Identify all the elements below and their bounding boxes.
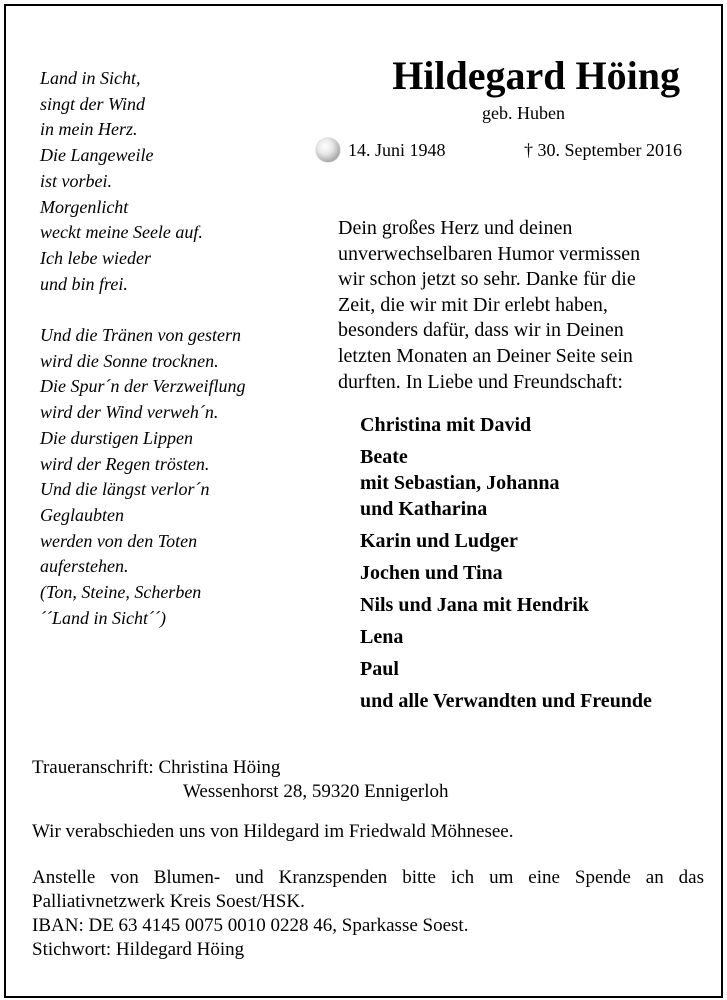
signatures — [360, 412, 700, 720]
poem-line: Geglaubten — [40, 504, 124, 525]
signature-entry — [360, 560, 700, 586]
birth-date: 14. Juni 1948 — [348, 140, 446, 160]
address-name: Christina Höing — [158, 757, 281, 778]
life-dates — [316, 136, 686, 164]
poem-line: wird die Sonne trocknen. — [40, 350, 219, 371]
signature-entry — [360, 624, 700, 650]
death-date: † 30. September 2016 — [524, 140, 682, 160]
poem-line: in mein Herz. — [40, 119, 138, 140]
signature-line: Christina mit David — [360, 414, 532, 436]
poem-line: Ich lebe wieder — [40, 247, 151, 268]
birth-name: geb. Huben — [482, 103, 565, 123]
address-street: Wessenhorst 28, 59320 Ennigerloh — [183, 781, 449, 802]
poem-line: Und die Tränen von gestern — [40, 325, 241, 346]
signature-entry — [360, 592, 700, 618]
signature-entry — [360, 444, 700, 522]
deceased-name: Hildegard Höing — [392, 53, 680, 98]
poem-line: und bin frei. — [40, 273, 128, 294]
signature-line: Lena — [360, 626, 404, 648]
signature-entry — [360, 412, 700, 438]
poem-line: Die Spur´n der Verzweiflung — [40, 376, 246, 397]
donation-line: Palliativnetzwerk Kreis Soest/HSK. — [32, 891, 305, 912]
signature-entry — [360, 656, 700, 682]
signature-entry — [360, 528, 700, 554]
poem-stanza — [40, 66, 320, 297]
donation-keyword: Stichwort: Hildegard Höing — [32, 939, 245, 960]
poem-line: Die durstigen Lippen — [40, 427, 193, 448]
signature-line: Nils und Jana mit Hendrik — [360, 594, 589, 616]
tribute-line: besonders dafür, dass wir in Deinen — [338, 319, 624, 342]
birth-circle-icon — [316, 138, 340, 162]
poem-stanza — [40, 323, 320, 631]
signature-line: Jochen und Tina — [360, 562, 503, 584]
poem-line: (Ton, Steine, Scherben — [40, 582, 202, 603]
donation-iban: IBAN: DE 63 4145 0075 0010 0228 46, Sparkasse Soest. — [32, 915, 469, 936]
poem-line: wird der Regen trösten. — [40, 453, 210, 474]
mourning-address — [32, 756, 692, 804]
poem-line: ist vorbei. — [40, 170, 112, 191]
poem-line: wird der Wind verweh´n. — [40, 402, 219, 423]
tribute-line: letzten Monaten an Deiner Seite sein — [338, 344, 633, 367]
signature-line: mit Sebastian, Johanna — [360, 472, 560, 494]
signature-line: Paul — [360, 658, 399, 680]
signature-line: Beate — [360, 446, 408, 468]
poem-line: werden von den Toten — [40, 530, 198, 551]
poem-line: ´´Land in Sicht´´) — [40, 607, 166, 628]
poem-line: weckt meine Seele auf. — [40, 222, 203, 243]
donation-line: Anstelle von Blumen- und Kranzspenden bitte ich um eine Spende an das — [32, 867, 704, 888]
poem-line: Land in Sicht, — [40, 68, 141, 88]
poem-line: Die Langeweile — [40, 145, 154, 166]
signature-line: und Katharina — [360, 498, 488, 520]
poem — [40, 66, 320, 657]
farewell-note: Wir verabschieden uns von Hildegard im Friedwald Möhnesee. — [32, 821, 514, 842]
poem-line: Morgenlicht — [40, 196, 129, 217]
tribute-line: unverwechselbaren Humor vermissen — [338, 242, 641, 265]
signature-entry — [360, 688, 700, 714]
poem-line: auferstehen. — [40, 556, 129, 577]
tribute-line: Zeit, die wir mit Dir erlebt haben, — [338, 293, 608, 316]
signature-line: Karin und Ludger — [360, 530, 518, 552]
signature-line: und alle Verwandten und Freunde — [360, 690, 652, 712]
tribute-line: durften. In Liebe und Freundschaft: — [338, 370, 623, 393]
address-label: Traueranschrift: — [32, 757, 154, 778]
tribute-text — [338, 216, 688, 395]
poem-line: singt der Wind — [40, 93, 146, 114]
tribute-line: wir schon jetzt so sehr. Danke für die — [338, 268, 636, 291]
poem-line: Und die längst verlor´n — [40, 479, 210, 500]
donation-note — [32, 866, 704, 962]
tribute-line: Dein großes Herz und deinen — [338, 217, 573, 239]
